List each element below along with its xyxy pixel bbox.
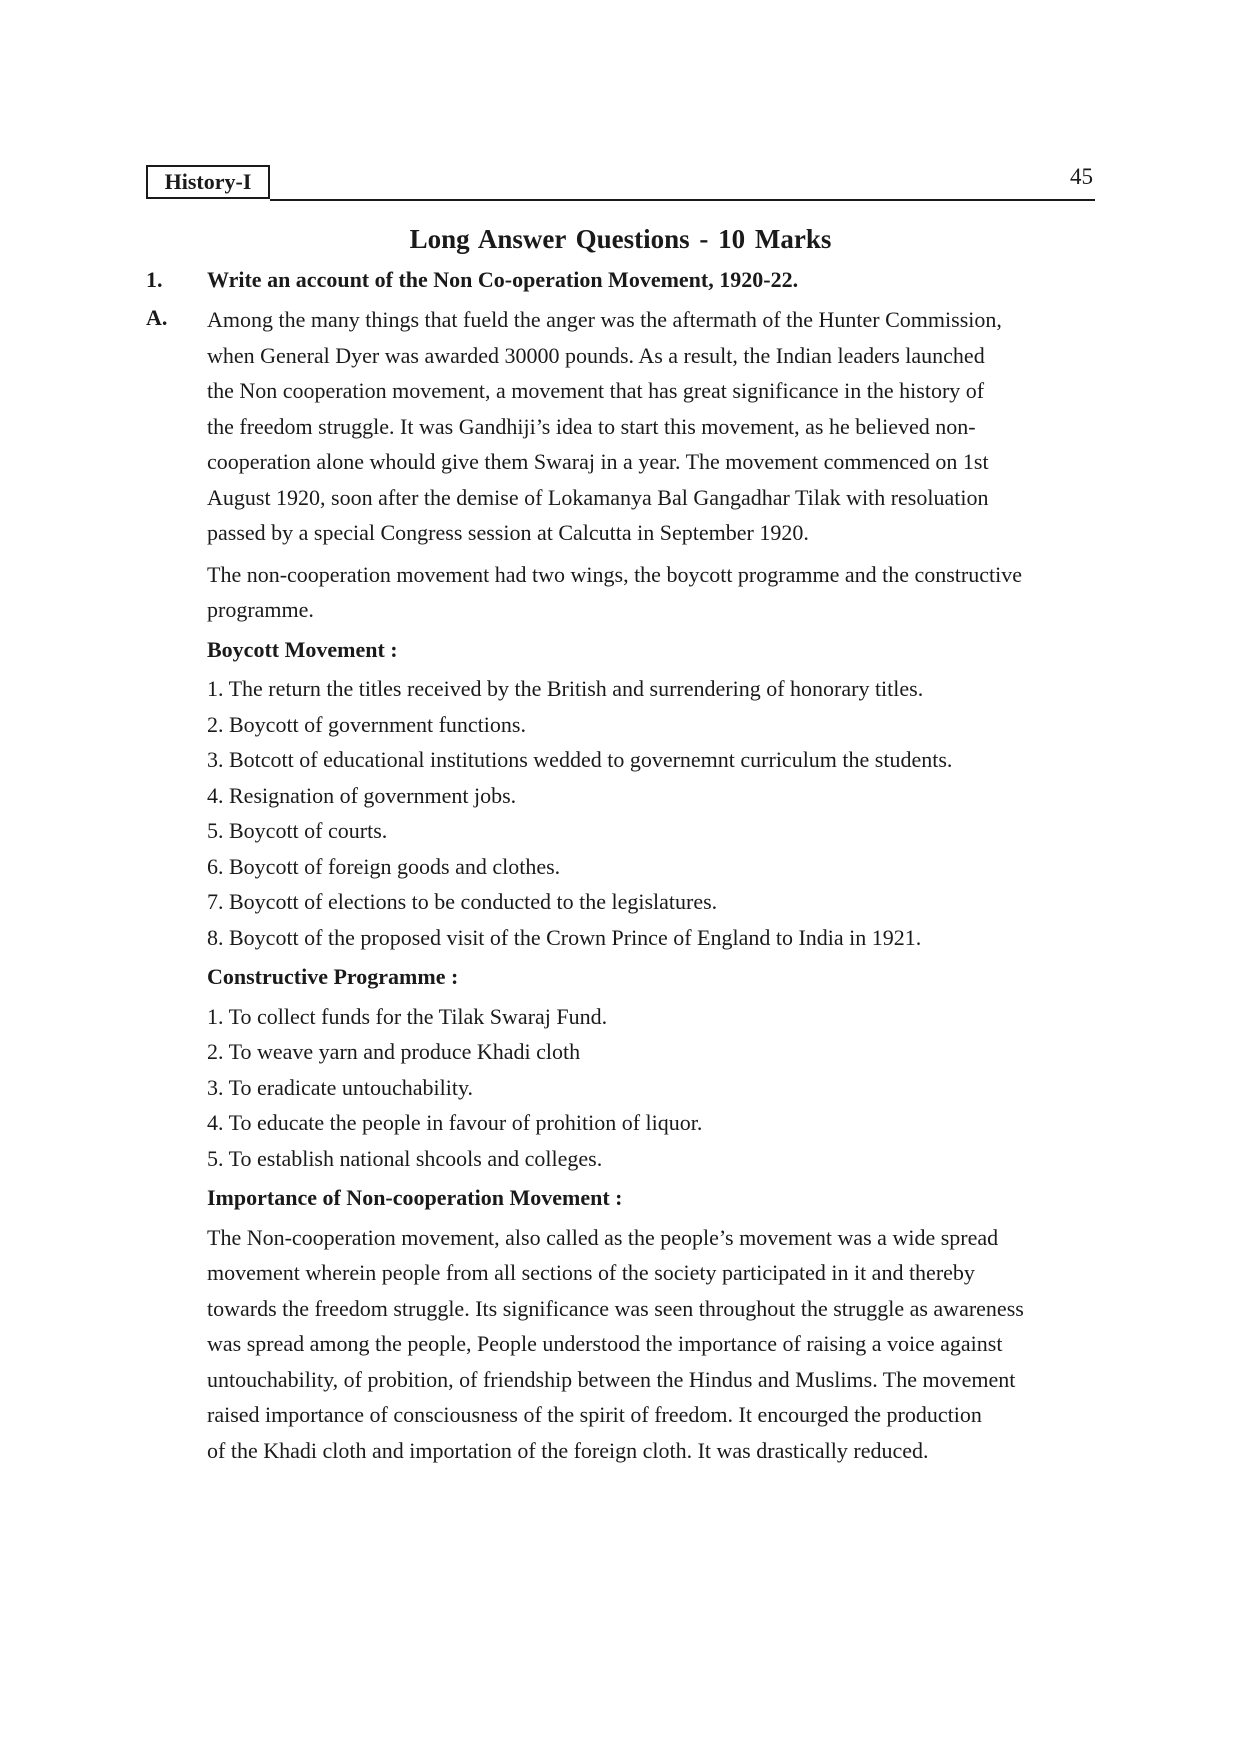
list-item: 5. To establish national shcools and colleges. [207,1145,603,1171]
paragraph-line: untouchability, of probition, of friendship between the Hindus and Muslims. The movement [207,1366,1016,1392]
paragraph-line: The Non-cooperation movement, also called as the people’s movement was a wide spread [207,1224,999,1250]
page-number: 45 [1070,164,1093,189]
boycott-heading: Boycott Movement : [207,636,398,662]
paragraph-line: of the Khadi cloth and importation of the foreign cloth. It was drastically reduced. [207,1437,929,1463]
list-item: 8. Boycott of the proposed visit of the Crown Prince of England to India in 1921. [207,924,922,950]
constructive-list [207,999,1106,1177]
list-item: 2. To weave yarn and produce Khadi cloth [207,1039,581,1064]
paragraph-line: programme. [207,597,314,622]
paragraph-line: passed by a special Congress session at Calcutta in September 1920. [207,520,809,545]
list-item: 1. The return the titles received by the British and surrendering of honorary titles. [207,676,924,701]
paragraph-line: towards the freedom struggle. Its significance was seen throughout the struggle as awareness [207,1295,1024,1321]
paragraph-line: The non-cooperation movement had two wings, the boycott programme and the constructive [207,561,1022,587]
list-item: 1. To collect funds for the Tilak Swaraj Fund. [207,1003,608,1029]
wings-paragraph [207,557,1106,628]
subject-label: History-I [146,165,270,199]
constructive-heading: Constructive Programme : [207,964,459,989]
question-number: 1. [146,267,163,292]
paragraph-line: the freedom struggle. It was Gandhiji’s idea to start this movement, as he believed non- [207,413,976,439]
answer-body [207,302,1106,1468]
paragraph-line: cooperation alone whould give them Swaraj in a year. The movement commenced on 1st [207,449,989,474]
list-item: 4. Resignation of government jobs. [207,782,517,808]
importance-heading: Importance of Non-cooperation Movement : [207,1185,623,1210]
header-rule [270,199,1095,201]
list-item: 5. Boycott of courts. [207,818,388,843]
answer-label: A. [146,305,168,330]
importance-paragraph [207,1220,1106,1469]
list-item: 6. Boycott of foreign goods and clothes. [207,853,561,879]
boycott-list [207,671,1106,955]
question-text: Write an account of the Non Co-operation Movement, 1920-22. [207,267,799,292]
paragraph-line: August 1920, soon after the demise of Lokamanya Bal Gangadhar Tilak with resoluation [207,484,989,510]
list-item: 2. Boycott of government functions. [207,711,526,737]
paragraph-line: when General Dyer was awarded 30000 pounds. As a result, the Indian leaders launched [207,342,985,368]
section-title: Long Answer Questions - 10 Marks [409,224,832,254]
list-item: 3. Botcott of educational institutions wedded to governemnt curriculum the students. [207,747,953,772]
intro-paragraph [207,302,1106,551]
paragraph-line: movement wherein people from all sections of the society participated in it and thereby [207,1260,975,1285]
list-item: 7. Boycott of elections to be conducted to the legislatures. [207,889,718,914]
paragraph-line: Among the many things that fueld the anger was the aftermath of the Hunter Commission, [207,307,1002,332]
page-header [146,165,1095,205]
list-item: 4. To educate the people in favour of prohition of liquor. [207,1110,703,1135]
paragraph-line: the Non cooperation movement, a movement that has great significance in the history of [207,378,985,403]
list-item: 3. To eradicate untouchability. [207,1074,474,1100]
paragraph-line: raised importance of consciousness of the spirit of freedom. It encourged the production [207,1402,982,1427]
paragraph-line: was spread among the people, People understood the importance of raising a voice against [207,1331,1003,1356]
